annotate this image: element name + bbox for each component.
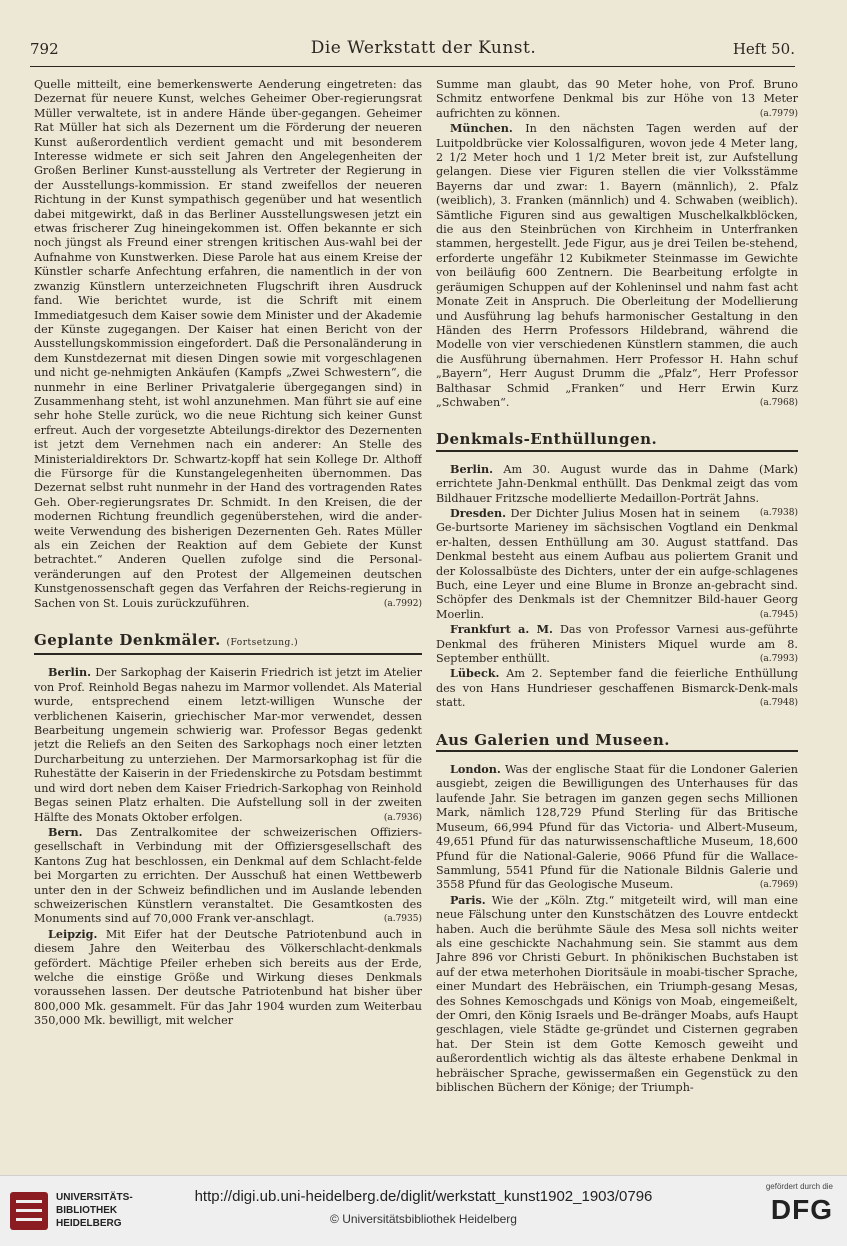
dfg-funding-note: gefördert durch die — [765, 1182, 833, 1191]
news-item: Bern. Das Zentralkomitee der schweizerischen Offiziers-gesellschaft in Verbindung mit der Offiziersgesellschaft des Kantons Zug hat beschlossen, ein Denkmal auf dem Schlacht-felde bei Morgarten zu errichten. Der Ausschuß hat einen Wettbewerb unter den in der Schweiz befindlichen und im Auslande lebenden schweizerischen Künstlern veranstaltet. Die Gesamtkosten des Monuments sind auf 70,000 Frank ver-anschlagt. (a.7935) — [34, 824, 422, 926]
page-number: 792 — [30, 40, 59, 58]
reference-number: (a.7938) — [759, 507, 798, 518]
logo-text-line1: UNIVERSITÄTS- — [56, 1192, 133, 1203]
news-item: Berlin. Am 30. August wurde das in Dahme (Mark) errichtete Jahn-Denkmal enthüllt. Das Denkmal zeigt das vom Bildhauer Fritzsche modellierte Medaillon-Porträt Jahns. (a.7938) — [436, 462, 798, 506]
running-title: Die Werkstatt der Kunst. — [310, 38, 537, 58]
section-heading: Geplante Denkmäler. (Fortsetzung.) — [34, 633, 422, 655]
reference-number: (a.7945) — [759, 609, 798, 620]
news-item: Frankfurt a. M. Das von Professor Varnesi aus-geführte Denkmal des früheren Ministers Miquel wurde am 8. September enthüllt. (a.7993) — [436, 622, 798, 666]
reference-number: (a.7968) — [759, 397, 798, 408]
issue-number: Heft 50. — [732, 40, 795, 58]
dfg-logo[interactable] — [745, 1182, 833, 1240]
page-header — [0, 0, 847, 70]
reference-number: (a.7948) — [759, 698, 798, 709]
news-item: Leipzig. Mit Eifer hat der Deutsche Patriotenbund auch in diesem Jahre den Weiterbau des Völkerschlacht-denkmals gefördert. Mächtige Pfeiler erheben sich bereits aus der Erde, welche die einstige Größe und Wirkung dieses Denkmals voraussehen lassen. Der deutsche Patriotenbund hat bisher über 800,000 Mk. gesammelt. Für das Jahr 1904 wurden zum Weiterbau 350,000 Mk. bewilligt, mit welcher — [34, 926, 422, 1028]
article-paragraph: Quelle mitteilt, eine bemerkenswerte Aenderung eingetreten: das Dezernat für neuere Kunst, welches Geheimer Ober-regierungsrat Müller verwaltete, ist in andere Hände über-gegangen. Geheimer Rat Müller hat sich als Dezernent um die Förderung der neueren Kunst außerordentlich verdient gemacht und mit besonderem Interesse widmete er sich seit Jahren den Angelegenheiten der Großen Berliner Kunst-ausstellung als Vertreter der Regierung in der Ausstellungs-kommission. Er stand zweifellos der neueren Richtung in der Kunst sympathisch gegenüber und hat wesentlich dabei mitgewirkt, daß in das Berliner Ausstellungswesen jetzt ein etwas frischerer Zug hineingekommen ist. Offen bekannte er sich noch jüngst als Freund einer strengen kritischen Aus-wahl bei der Aufnahme von Kunstwerken. Diese Parole hat aus einem Kreise der Künstler scharfe Anfechtung erfahren, die namentlich in der von zwanzig Künstlern unterzeichneten Flugschrift ihren Ausdruck fand. Wie berichtet wurde, ist die Schrift mit einem Immediatgesuch dem Kaiser sowie dem Minister und der Akademie der Künste zugegangen. Der Kaiser hat einen Bericht von der Ausstellungskommission eingefordert. Daß die Personaländerung in dem Kunstdezernat mit diesen Dingen sowie mit vorgeschlagenen und nicht ge-nehmigten Ankäufen (Kampfs „Zwei Schwestern“, die nunmehr in eine Berliner Privatgalerie übergegangen sind) in Zusammenhang steht, ist wohl anzunehmen. Man führt sie auf eine sehr hohe Stelle zurück, wo die neue Richtung sich keiner Gunst erfreut. Auch der vorgesetzte Abteilungs-direktor des Dezernenten ist jetzt dem Vernehmen nach ein anderer: An Stelle des Ministerialdirektors Dr. Schwartz-kopff hat sein Kollege Dr. Althoff die Fürsorge für die Kunstangelegenheiten übernommen. Das Dezernat selbst ruht nunmehr in der Hand des vortragenden Rates Geh. Ober-regierungsrates Dr. Schmidt. In den Kreisen, die der modernen Richtung freundlich gegenüberstehen, wird die ander-weite Verwendung des bisherigen Dezernenten Geh. Rates Müller als ein Zeichen der Reaktion auf dem Gebiete der Kunst betrachtet.“ Anderen Quellen zufolge sind die Personal-veränderungen auf den Protest der Allgemeinen deutschen Kunstgenossenschaft gegen das Verfahren der Reichs-regierung in Sachen von St. Louis zurückzuführen. (a.7992) — [34, 78, 422, 610]
news-item: Lübeck. Am 2. September fand die feierliche Enthüllung des von Hans Hundrieser geschaffenen Bismarck-Denk-mals statt. (a.7948) — [436, 666, 798, 710]
logo-text-line2: BIBLIOTHEK — [56, 1205, 118, 1216]
right-column — [436, 78, 798, 1168]
reference-number: (a.7979) — [759, 108, 798, 119]
reference-number: (a.7969) — [759, 880, 798, 891]
news-item: München. In den nächsten Tagen werden auf der Luitpoldbrücke vier Kolossalfiguren, wovon jede 4 Meter lang, 2 1/2 Meter hoch und 1 1/2 Meter breit ist, zur Aufstellung gelangen. Diese vier Figuren stellen die vier Volksstämme Bayerns dar und zwar: 1. Bayern (männlich), 2. Pfalz (weiblich), 3. Franken (männlich) und 4. Schwaben (weiblich). Sämtliche Figuren sind aus gewaltigen Muschelkalkblöcken, die aus den Steinbrüchen von Kirchheim in Unterfranken stammen, hergestellt. Jede Figur, aus je drei Teilen be-stehend, erforderte ungefähr 12 Kubikmeter Steinmasse im Gewichte von beiläufig 600 Zentnern. Die Bearbeitung erfolgte in geräumigen Schuppen auf der Kohleninsel und nahm fast acht Monate Zeit in Anspruch. Die Oberleitung der Modellierung und Ausführung lag behufs harmonischer Gestaltung in den Händen des Herrn Professors Hildebrand, während die Modelle von vier verschiedenen Künstlern stammen, die auch die Ausführung übernahmen. Herr Professor H. Hahn schuf „Bayern“, Herr August Drumm die „Pfalz“, Herr Professor Balthasar Schmid „Franken“ und Herr Erwin Kurz „Schwaben“. (a.7968) — [436, 121, 798, 409]
logo-text-line3: HEIDELBERG — [56, 1218, 122, 1229]
reference-number: (a.7992) — [383, 598, 422, 609]
news-item: Paris. Wie der „Köln. Ztg.“ mitgeteilt wird, will man eine neue Fälschung unter den Kunstschätzen des Louvre entdeckt haben. Auch die berühmte Säule des Mesa soll nichts weiter als eine geschickte Nachahmung sein. Sie stammt aus dem Jahre 896 vor Christi Geburt. In phönikischen Buchstaben ist auf der etwa meterhohen Dioritsäule in moabi-tischer Sprache, einer Mundart des Hebräischen, ein Triumph-gesang Mesas, des Sohnes Kemoschgads und Königs von Moab, eingemeißelt, der Omri, den König Israels und Be-dränger Moabs, aufs Haupt geschlagen, viele Städte ge-gründet und Cisternen gegraben hat. Der Stein ist dem Gotte Kemosch geweiht und außerordentlich wichtig als das älteste erhabene Denkmal in hebräischer Sprache, gewissermaßen ein Gegenstück zu den biblischen Büchern der Könige; der Triumph- — [436, 892, 798, 1094]
reference-number: (a.7935) — [383, 914, 422, 925]
copyright-notice: © Universitätsbibliothek Heidelberg — [330, 1212, 517, 1226]
news-item: Dresden. Der Dichter Julius Mosen hat in seinem Ge-burtsorte Marieney im sächsischen Vogtland ein Denkmal er-halten, dessen Enthüllung am 30. August stattfand. Das Denkmal besteht aus einem Aufbau aus poliertem Granit und der Kolossalbüste des Dichters, unter der ein aufge-schlagenes Buch, eine Leyer und eine Blume in Bronze an-gebracht sind. Schöpfer des Denkmals ist der Chemnitzer Bild-hauer Georg Moerlin. (a.7945) — [436, 505, 798, 621]
dfg-mark: DFG — [770, 1194, 833, 1225]
article-paragraph: Summe man glaubt, das 90 Meter hohe, von Prof. Bruno Schmitz entworfene Denkmal bis zur Höhe von 13 Meter aufrichten zu können. (a.7979) — [436, 78, 798, 120]
reference-number: (a.7993) — [759, 654, 798, 665]
news-item: Berlin. Der Sarkophag der Kaiserin Friedrich ist jetzt im Atelier von Prof. Reinhold Begas nahezu im Marmor vollendet. Als Material wurde, entsprechend einem letzt-willigen Wunsche der verblichenen Kaiserin, griechischer Mar-mor verwendet, dessen Bearbeitung ungemein schwierig war. Professor Begas gedenkt jetzt die Reliefs an den Seiten des Sarkophags noch einer letzten Durcharbeitung zu unterziehen. Der Marmorsarkophag ist für die Ruhestätte der Kaiserin in der Friedenskirche zu Potsdam bestimmt und wird dort neben dem Kaiser Friedrich-Sarkophag von Reinhold Begas seinen Platz erhalten. Die Aufstellung soll in der zweiten Hälfte des Monats Oktober erfolgen. (a.7936) — [34, 665, 422, 824]
section-heading: Denkmals-Enthüllungen. — [436, 432, 798, 451]
header-rule — [30, 66, 795, 67]
reference-number: (a.7936) — [383, 812, 422, 823]
section-heading: Aus Galerien und Museen. — [436, 733, 798, 752]
permalink-url[interactable]: http://digi.ub.uni-heidelberg.de/diglit/werkstatt_kunst1902_1903/0796 — [194, 1188, 653, 1205]
viewer-footer — [0, 1175, 847, 1246]
left-column — [34, 78, 422, 1168]
section-subheading: (Fortsetzung.) — [226, 638, 299, 649]
news-item: London. Was der englische Staat für die Londoner Galerien ausgiebt, zeigen die Bewilligungen des Unterhauses für das laufende Jahr. Sie betragen im ganzen gegen sechs Millionen Mark, nämlich 128,729 Pfund Sterling für das Britische Museum, 66,994 Pfund für das Victoria- und Albert-Museum, 49,651 Pfund für das naturwissenschaftliche Museum, 18,600 Pfund für die National-Galerie, 9066 Pfund für die Wallace-Sammlung, 5541 Pfund für die Nationale Bildnis Galerie und 3558 Pfund für das Geologische Museum. (a.7969) — [436, 762, 798, 892]
